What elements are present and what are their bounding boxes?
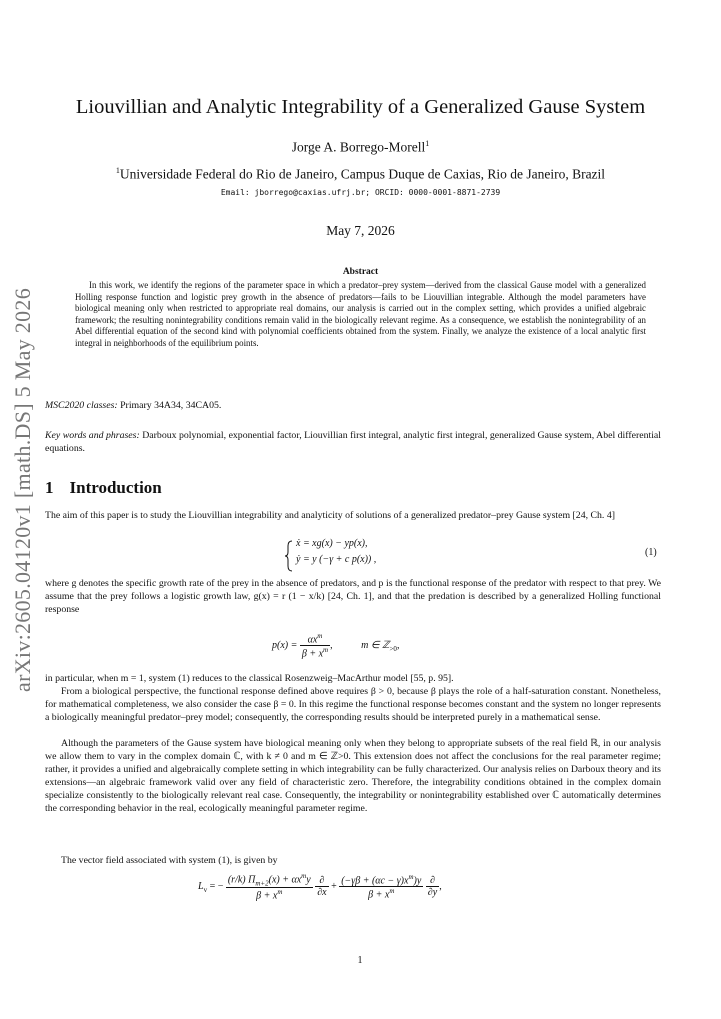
equation-3-term-2-den: β + x: [368, 889, 390, 901]
equation-3-term-1: [226, 872, 313, 902]
equation-3-partial-y-num: ∂: [426, 875, 439, 887]
brace-icon: [284, 540, 294, 572]
paragraph-5: Although the parameters of the Gause system have biological meaning only when they belong to appropriate subsets of the real field ℝ, in our analysis we allow them to vary in the complex domain ℂ, with k ≠ 0 and m ∈ ℤ>0. This extension does not affect the conclusions for the real parameter regime; rather, it provides a unified and algebraically complete setting in which integrability can be fully characterized. Our analysis relies on Darboux theory and its extensions—an algebraic framework valid over any field of characteristic zero. Therefore, the integrability conditions obtained in the complex domain specialize consistently to the biologically relevant real case. Consequently, the integrability or nonintegrability established over ℂ automatically determines the corresponding behavior in the real, ecologically meaningful parameter regime.: [45, 738, 661, 814]
equation-2-comma: ,: [396, 640, 400, 652]
keywords-value: Darboux polynomial, exponential factor, Liouvillian first integral, analytic first integral, generalized Gause system, Abel differential equations.: [45, 430, 661, 454]
affiliation: Universidade Federal do Rio de Janeiro, Campus Duque de Caxias, Rio de Janeiro, Brazil: [119, 166, 606, 182]
equation-2-num-exponent: m: [317, 632, 323, 640]
equation-1-line-1: ẋ = xg(x) − yp(x),: [296, 538, 368, 549]
equation-3-term-1-den: β + x: [256, 890, 278, 902]
equation-3-term-1-num-tail: (x) + αx: [268, 874, 302, 886]
equation-3-term-2-num: (−γβ + (αc − γ)x: [341, 875, 409, 887]
section-number: 1: [45, 478, 54, 497]
equation-2-denominator: β + x: [301, 648, 324, 660]
affiliation-line: [40, 166, 681, 183]
author-line: [40, 139, 681, 156]
equation-3-term-1-num-sup: m: [301, 872, 307, 880]
abstract-heading: Abstract: [342, 267, 379, 277]
equation-2-lhs: p(x) =: [272, 640, 298, 652]
equation-3-term-1-num: (r/k) Π: [227, 874, 256, 886]
abstract-text: In this work, we identify the regions of the parameter space in which a predator–prey system—derived from the classical Gause model with a generalized Holling response function and logistic prey growth in the absence of predators—fails to be Liouvillian integrable. Although the model parameters have biological meaning only when restricted to appropriate real domains, our analysis is carried out in the complex setting, which provides a unified algebraic framework; the resulting nonintegrability conditions remain valid in the biologically relevant regime. As a consequence, we establish the nonintegrability of an Abel differential equation of the second kind with polynomial coefficients obtained from the system. Finally, we analyze the existence of a local analytic first integral in neighborhoods of the equilibrium points.: [75, 280, 646, 348]
msc-value: Primary 34A34, 34CA05.: [120, 400, 222, 411]
paragraph-3: in particular, when m = 1, system (1) reduces to the classical Rosenzweig–MacArthur model [55, p. 95].: [45, 673, 454, 684]
keywords: [45, 430, 661, 456]
equation-3-lhs: L: [198, 881, 204, 893]
msc-label: MSC2020 classes:: [45, 400, 118, 411]
equation-3-term-1-den-sup: m: [277, 888, 283, 897]
paragraph-2: where g denotes the specific growth rate of the prey in the absence of predators, and p is the functional response of the predator with respect to that prey. We assume that the prey follows a logistic growth law, g(x) = r (1 − x/k) [24, Ch. 1], and that the predation is described by a generalized Holling functional response: [45, 578, 661, 615]
section-title: Introduction: [69, 478, 162, 497]
paragraph-1: The aim of this paper is to study the Liouvillian integrability and analyticity of solutions of a generalized predator–prey Gause system [24, Ch. 4]: [45, 510, 615, 521]
equation-2-condition-sub: >0: [389, 645, 397, 654]
equation-2: p(x) = $\frac{\alpha x^m}{\beta + x^m}$ , m ∈ ℤ$_{>0}$,: [272, 632, 400, 660]
keywords-label: Key words and phrases:: [45, 430, 140, 441]
equation-2-numerator: αx: [307, 634, 318, 646]
equation-3-partial-x-den: ∂x: [317, 887, 327, 899]
equation-3: $L_v$ = − $\frac{(r/k) \Pi_{m+2}(x) + \alpha x^my}{\beta + x^m}$ $\frac{\partial}{\partial x}$ + $\frac{(-\gamma\beta + (\alpha c - \gamma)x^m)y}{\beta + x^m}$ $\frac{\partial}{\partial y}$ ,: [198, 872, 442, 902]
author-superscript: 1: [425, 139, 430, 148]
equation-3-lhs-sub: v: [203, 886, 208, 895]
equation-3-term-2-num-end: )y: [413, 875, 422, 887]
section-heading: [45, 478, 162, 498]
equation-2-den-exponent: m: [323, 646, 329, 655]
equation-3-partial-y-den: ∂y: [427, 887, 438, 899]
equation-3-partial-y: [426, 875, 439, 898]
equation-2-fraction: [300, 632, 330, 660]
page-number: 1: [357, 955, 363, 966]
equation-3-partial-x: [315, 875, 328, 898]
paper-title: Liouvillian and Analytic Integrability of a Generalized Gause System: [75, 96, 646, 118]
arxiv-stamp: arXiv:2605.04120v1 [math.DS] 5 May 2026: [10, 288, 35, 692]
paragraph-4: From a biological perspective, the functional response defined above requires β > 0, because β plays the role of a half-saturation constant. Nonetheless, for mathematical completeness, we also consider the case β = 0. In this regime the functional response becomes constant and the system no longer represents a biologically meaningful predator–prey model; consequently, the corresponding results should be interpreted purely in a mathematical sense.: [45, 686, 661, 723]
email-line: Email: jborrego@caxias.ufrj.br; ORCID: 0000-0001-8871-2739: [220, 188, 501, 197]
author-name: Jorge A. Borrego-Morell: [291, 139, 426, 155]
equation-3-term-1-num-sub: m+2: [255, 879, 269, 888]
equation-3-term-1-num-end: y: [306, 874, 311, 886]
equation-3-term-2-den-sup: m: [389, 887, 395, 896]
equation-1-line-2: ẏ = y (−γ + c p(x)) ,: [296, 554, 377, 565]
paragraph-6: The vector field associated with system (1), is given by: [61, 855, 278, 866]
equation-3-term-2-num-sup: m: [408, 873, 414, 881]
affiliation-superscript: 1: [115, 166, 120, 175]
paper-date: May 7, 2026: [326, 223, 395, 238]
msc-classes: [45, 400, 661, 413]
equation-2-condition: m ∈ ℤ: [361, 640, 390, 652]
equation-1-number: (1): [645, 547, 657, 558]
equation-3-partial-x-num: ∂: [315, 875, 328, 887]
equation-3-term-2: [339, 873, 423, 901]
